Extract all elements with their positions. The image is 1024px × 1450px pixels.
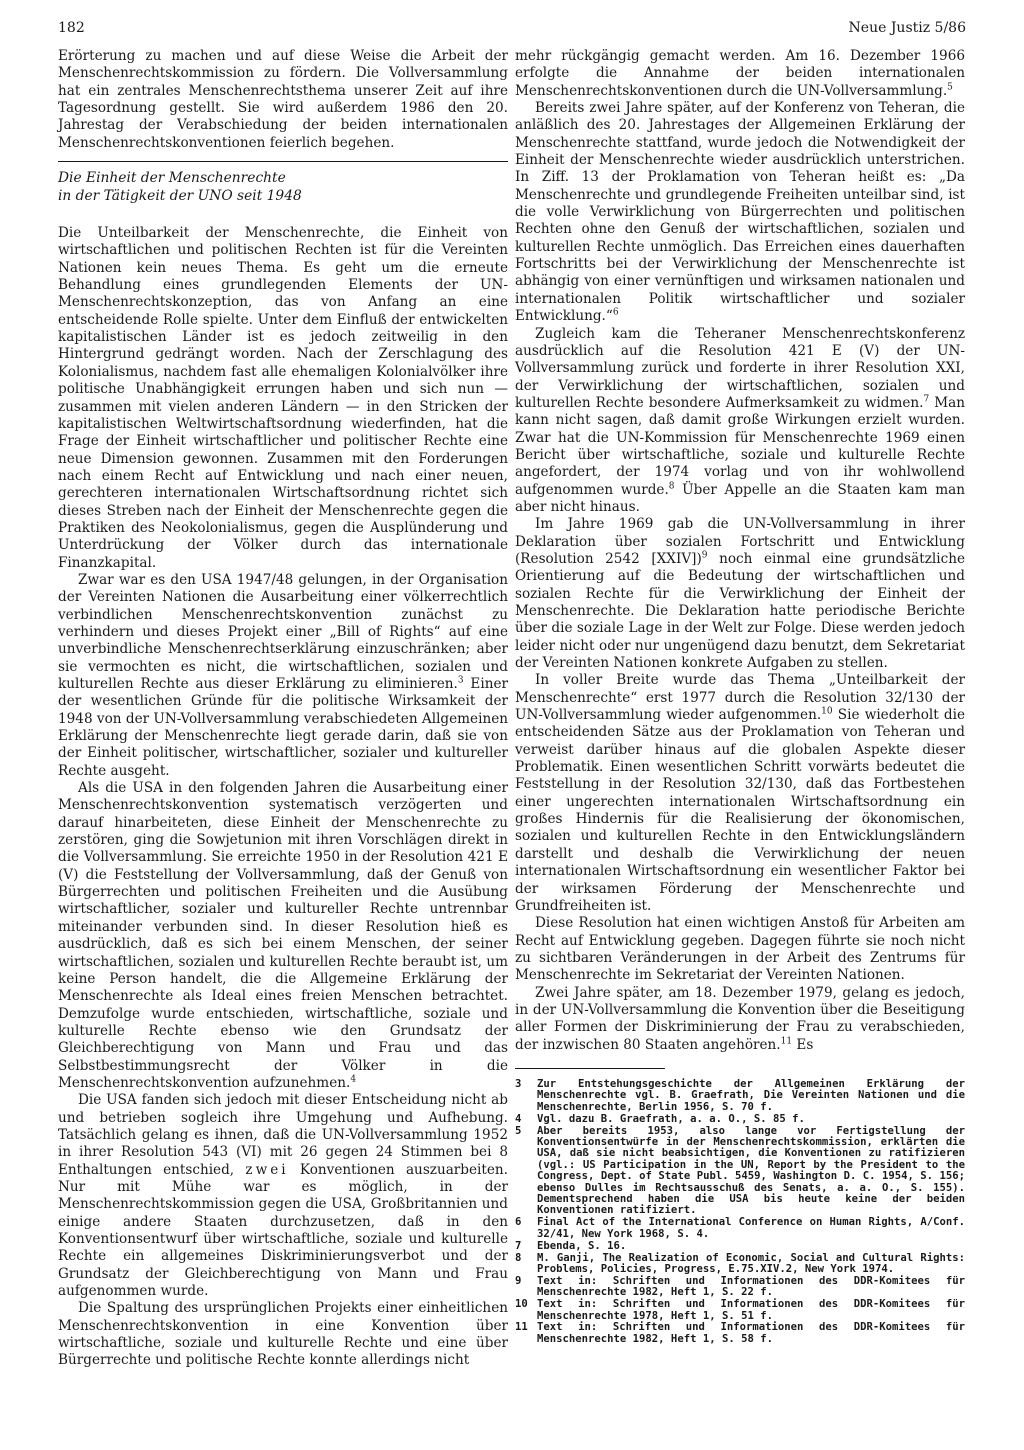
paragraph-text: Über Appelle an die Staaten kam man aber nicht hinaus. — [515, 481, 966, 515]
footnotes — [515, 1079, 965, 1345]
footnote-ref: 3 — [457, 675, 464, 686]
paragraph-text: Zwar war es den USA 1947/48 gelungen, in der Organisation der Vereinten Nationen die Ausarbeitung einer völkerrechtlich verbindlichen Menschenrechtskonvention zunächst zu verhindern und dieses Projekt einer „Bill of Rights“ auf eine unverbindliche Menschenrechtserklärung einzuschränken; aber sie vermochten es nicht, die wirtschaftlichen, sozialen und kulturellen Rechte aus dieser Erklärung zu eliminieren. — [58, 571, 508, 692]
section-title — [58, 170, 508, 205]
paragraph: Die Spaltung des ursprünglichen Projekts einer einheitlichen Menschenrechtskonvention in eine Konvention über wirtschaftliche, soziale und kulturelle Rechte und eine über Bürgerrechte und politische Rechte konnte allerdings nicht — [58, 1300, 508, 1369]
footnote-number: 7 — [515, 1239, 522, 1252]
footnote — [515, 1079, 965, 1113]
paragraph-text: Einer der wesentlichen Gründe für die politische Wirksamkeit der 1948 von der UN-Vollversammlung verabschiedeten Allgemeinen Erklärung der Menschenrechte liegt gerade darin, daß sie von der Einheit politischer, wirtschaftlicher, sozialer und kultureller Rechte ausgeht. — [58, 676, 509, 779]
footnote-rule — [515, 1068, 665, 1069]
footnote-text: Text in: Schriften und Informationen des DDR-Komitees für Menschenrechte 1982, Heft 1, S. 22 f. — [537, 1274, 965, 1299]
paragraph-text: In voller Breite wurde das Thema „Unteilbarkeit der Menschenrechte“ erst 1977 durch die Resolution 32/130 der UN-Vollversammlung wieder aufgenommen. — [515, 672, 965, 724]
footnote — [515, 1253, 965, 1276]
footnote-ref: 10 — [821, 706, 833, 717]
footnote-text: Vgl. dazu B. Graefrath, a. a. O., S. 85 f. — [537, 1112, 805, 1125]
left-column — [58, 48, 508, 1370]
page-number: 182 — [58, 20, 85, 36]
paragraph — [515, 985, 965, 1054]
footnote-ref: 4 — [350, 1074, 357, 1085]
footnote-number: 8 — [515, 1251, 522, 1264]
paragraph-text: Sie wiederholt die entscheidenden Sätze aus der Proklamation von Teheran und verweist darüber hinaus auf die globalen Aspekte dieser Problematik. Einen wesentlichen Schritt vorwärts bedeutet die Feststellung in der Resolution 32/130, daß das Fortbestehen einer ungerechten internationalen Wirtschaftsordnung ein großes Hindernis für die Realisierung der ökonomischen, sozialen und kulturellen Rechte in den Entwicklungsländern darstellt und deshalb die Verwirklichung der neuen internationalen Wirtschaftsordnung ein wesentlicher Faktor bei der wirksamen Förderung der Menschenrechte und Grundfreiheiten ist. — [515, 707, 965, 914]
paragraph — [58, 572, 508, 780]
footnote-text: M. Ganji, The Realization of Economic, Social and Cultural Rights: Problems, Policies, Progress, E.75.XIV.2, New York 1974. — [537, 1251, 965, 1275]
emphasized-word: zwei — [245, 1161, 289, 1178]
paragraph-text: Zugleich kam die Teheraner Menschenrechtskonferenz ausdrücklich auf die Resolution 421 E (V) der UN-Vollversammlung zurück und forderte in ihrer Resolution XXI, der Verwirklichung der wirtschaftlichen, sozialen und kulturellen Rechte besondere Aufmerksamkeit zu widmen. — [515, 325, 965, 411]
footnote-number: 6 — [515, 1216, 522, 1229]
paragraph-text: Zwei Jahre später, am 18. Dezember 1979, gelang es jedoch, in der UN-Vollversammlung die Konvention über die Beseitigung aller Formen der Diskriminierung der Frau zu verabschieden, der inzwischen 80 Staaten angehören. — [515, 984, 965, 1053]
footnote-number: 3 — [515, 1077, 522, 1090]
paragraph-text: Konventionen auszuarbeiten. Nur mit Mühe war es möglich, in der Menschenrechtskommission gegen die USA, Großbritannien und einige andere Staaten durchzusetzen, daß in den Konventionsentwurf über wirtschaftliche, soziale und kulturelle Rechte ein allgemeines Diskriminierungsverbot und der Grundsatz der Gleichberechtigung von Mann und Frau aufgenommen wurde. — [58, 1161, 508, 1300]
section-title-line-1: Die Einheit der Menschenrechte — [58, 170, 286, 187]
paragraph: Die Unteilbarkeit der Menschenrechte, die Einheit von wirtschaftlichen und politischen Rechten ist für die Vereinten Nationen kein neues Thema. Es geht um die erneute Behandlung eines grundlegenden Elements der UN-Menschenrechtskonzeption, das von Anfang an eine entscheidende Rolle spielte. Unter dem Einfluß der entwickelten kapitalistischen Länder ist es jedoch zeitweilig in den Hintergrund gedrängt worden. Nach der Zerschlagung des Kolonialismus, nachdem fast alle ehemaligen Kolonialvölker ihre politische Unabhängigkeit errungen haben und sich nun — zusammen mit vielen anderen Ländern — in den Stricken der kapitalistischen Weltwirtschaftsordnung wiederfinden, hat die Frage der Einheit wirtschaftlicher und politischer Rechte eine neue Dimension gewonnen. Zusammen mit den Forderungen nach einem Recht auf Entwicklung und nach einer neuen, gerechteren internationalen Wirtschaftsordnung richtet sich dieses Streben nach der Einheit der Menschenrechte gegen die Praktiken des Neokolonialismus, gegen die Ausplünderung und Unterdrückung der Völker durch das internationale Finanzkapital. — [58, 225, 508, 571]
intro-paragraph: Erörterung zu machen und auf diese Weise die Arbeit der Menschenrechtskommission zu fördern. Die Vollversammlung hat ein zentrales Menschenrechtsthema unserer Zeit auf ihre Tagesordnung gestellt. Sie wird außerdem 1986 den 20. Jahrestag der Verabschiedung der beiden internationalen Menschenrechtskonventionen feierlich begehen. — [58, 48, 508, 151]
footnote-number: 10 — [515, 1298, 528, 1311]
paragraph — [515, 326, 965, 517]
footnote-number: 11 — [515, 1321, 528, 1334]
paragraph-text: Bereits zwei Jahre später, auf der Konferenz von Teheran, die anläßlich des 20. Jahrestages der Allgemeinen Erklärung der Menschenrechte stattfand, wurde jedoch die Notwendigkeit der Einheit der Menschenrechte wieder ausdrücklich unterstrichen. In Ziff. 13 der Proklamation von Teheran heißt es: „Da Menschenrechte und grundlegende Freiheiten unteilbar sind, ist die volle Verwirklichung von Bürgerrechten und politischen Rechten ohne den Genuß der wirtschaftlichen, sozialen und kulturellen Rechte unmöglich. Das Erreichen eines dauerhaften Fortschritts bei der Verwirklichung der Menschenrechte ist abhängig von einer vernünftigen und wirksamen nationalen und internationalen Politik wirtschaftlicher und sozialer Entwicklung.“ — [515, 100, 965, 325]
paragraph — [515, 672, 965, 915]
paragraph-text: Die USA fanden sich jedoch mit dieser Entscheidung nicht ab und betrieben sogleich ihre Umgehung und Aufhebung. Tatsächlich gelang es ihnen, daß die UN-Vollversammlung 1952 in ihrer Resolution 543 (VI) mit 26 gegen 24 Stimmen bei 8 Enthaltungen entschied, — [58, 1092, 508, 1178]
paragraph: Diese Resolution hat einen wichtigen Anstoß für Arbeiten am Recht auf Entwicklung gegeben. Dagegen führte sie noch nicht zu sichtbaren Veränderungen in der Arbeit des Zentrums für Menschenrechte im Sekretariat der Vereinten Nationen. — [515, 915, 965, 984]
section-spacer — [58, 205, 508, 225]
footnote-ref: 8 — [668, 481, 675, 492]
paragraph-text: noch einmal eine grundsätzliche Orientierung auf die Bedeutung der wirtschaftlichen und sozialen Rechte für die Verwirklichung der Einheit der Menschenrechte. Die Deklaration hatte periodische Berichte über die soziale Lage in der Welt zur Folge. Diese werden jedoch leider nicht oder nur ungenügend dazu benutzt, dem Sekretariat der Vereinten Nationen konkrete Aufgaben zu stellen. — [515, 550, 965, 672]
section-title-line-2: in der Tätigkeit der UNO seit 1948 — [58, 187, 302, 204]
footnote — [515, 1322, 965, 1345]
paragraph — [515, 516, 965, 672]
section-rule — [58, 161, 508, 162]
paragraph-text: mehr rückgängig gemacht werden. Am 16. Dezember 1966 erfolgte die Annahme der beiden internationalen Menschenrechtskonventionen durch die UN-Vollversammlung. — [515, 48, 965, 99]
footnote-text: Ebenda, S. 16. — [537, 1239, 627, 1252]
footnote — [515, 1217, 965, 1240]
footnote — [515, 1114, 965, 1125]
footnote — [515, 1126, 965, 1217]
footnote-text: Text in: Schriften und Informationen des DDR-Komitees für Menschenrechte 1978, Heft 1, S. 51 f. — [537, 1298, 965, 1322]
footnote-number: 9 — [515, 1274, 522, 1287]
paragraph — [515, 48, 965, 100]
footnote-ref: 6 — [612, 307, 619, 318]
footnote — [515, 1276, 965, 1299]
footnote-text: Text in: Schriften und Informationen des DDR-Komitees für Menschenrechte 1982, Heft 1, S. 58 f. — [537, 1321, 965, 1345]
page-header — [58, 20, 966, 48]
paragraph-text: Im Jahre 1969 gab die UN-Vollversammlung in ihrer Deklaration über sozialen Fortschritt und Entwicklung (Resolution 2542 [XXIV]) — [515, 516, 965, 567]
footnote-number: 4 — [515, 1112, 522, 1125]
paragraph — [515, 100, 965, 325]
footnote-ref: 5 — [947, 82, 953, 93]
footnote — [515, 1241, 965, 1252]
journal-issue: Neue Justiz 5/86 — [848, 20, 966, 36]
paragraph — [58, 1092, 508, 1300]
footnote-number: 5 — [515, 1124, 522, 1137]
right-column — [515, 48, 965, 1346]
footnote-ref: 7 — [923, 394, 930, 405]
footnote-ref: 11 — [780, 1036, 793, 1047]
footnote-text: Zur Entstehungsgeschichte der Allgemeinen Erklärung der Menschenrechte vgl. B. Graefrath, Die Vereinten Nationen und die Menschenrechte, Berlin 1956, S. 70 f. — [537, 1077, 965, 1113]
paragraph-text: Als die USA in den folgenden Jahren die Ausarbeitung einer Menschenrechtskonvention systematisch verzögerten und darauf hinarbeiteten, diese Einheit der Menschenrechte zu zerstören, ging die Sowjetunion mit ihren Vorschlägen direkt in die Vollversammlung. Sie erreichte 1950 in der Resolution 421 E (V) die Feststellung der Vollversammlung, daß der Genuß von Bürgerrechten und politischen Freiheiten und die Ausübung wirtschaftlicher, sozialer und kultureller Rechte untrennbar miteinander verbunden sind. In dieser Resolution hieß es ausdrücklich, daß es sich bei einem Menschen, der seiner wirtschaftlichen, sozialen und kulturellen Rechte beraubt ist, um keine Person handelt, die die Allgemeine Erklärung der Menschenrechte als Ideal eines freien Menschen betrachtet. Demzufolge wurde entschieden, wirtschaftliche, soziale und kulturelle Rechte ebenso wie den Grundsatz der Gleichberechtigung von Mann und Frau und das Selbstbestimmungsrecht der Völker in die Menschenrechtskonvention aufzunehmen. — [58, 780, 508, 1091]
footnote-ref: 9 — [701, 550, 708, 561]
footnote-text: Aber bereits 1953, also lange vor Fertigstellung der Konventionsentwürfe in der Menschenrechtskommission, erklärten die USA, daß sie nicht beabsichtigen, die Konventionen zu ratifizieren (vgl.: US Participation in the UN, Report by the President to the Congress, Dept. of State Publ. 5459, Washington D. C. 1954, S. 156; ebenso Dulles im Rechtsausschuß des Senats, a. a. O., S. 155). Dementsprechend haben die USA bis heute keine der beiden Konventionen ratifiziert. — [537, 1124, 965, 1217]
paragraph-text: Es — [792, 1036, 814, 1053]
paragraph-text: Man kann nicht sagen, daß damit große Wirkungen erzielt wurden. Zwar hat die UN-Kommission für Menschenrechte 1969 einen Bericht über wirtschaftliche, soziale und kulturelle Rechte angefordert, der 1974 vorlag und von ihr wohlwollend aufgenommen wurde. — [515, 394, 965, 498]
footnote-text: Final Act of the International Conference on Human Rights, A/Conf. 32/41, New York 1968, S. 4. — [537, 1216, 965, 1240]
paragraph — [58, 780, 508, 1092]
footnote — [515, 1299, 965, 1322]
